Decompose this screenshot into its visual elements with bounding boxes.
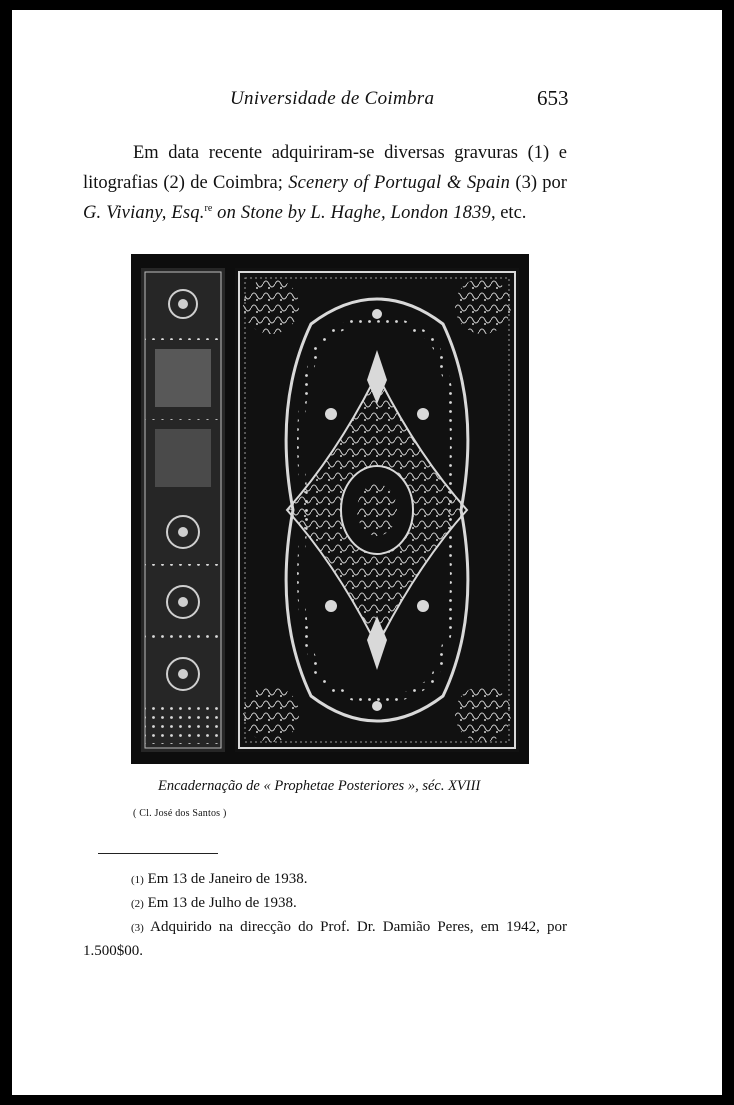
body-text-3: ) de Coimbra; bbox=[178, 173, 289, 193]
bookbinding-photo bbox=[131, 254, 529, 764]
body-text-1: Em data recente adquiriram-se diversas gravuras ( bbox=[133, 143, 534, 163]
footnote-1 bbox=[83, 867, 567, 891]
footnote-text-2: Em 13 de Julho de 1938. bbox=[143, 895, 297, 911]
figure-caption bbox=[158, 778, 480, 795]
footnote-ref-2[interactable]: 2 bbox=[169, 173, 179, 193]
footnote-ref-1[interactable]: 1 bbox=[533, 143, 544, 163]
front-board bbox=[235, 268, 519, 752]
footnotes bbox=[83, 867, 567, 963]
body-text-2: ) e litografias ( bbox=[83, 143, 567, 193]
caption-text-a: Encadernação de « bbox=[158, 778, 275, 794]
footnote-ref-3[interactable]: 3 bbox=[521, 173, 531, 193]
book-title: Scenery of Portugal & Spain bbox=[288, 173, 511, 193]
footnote-text-1: Em 13 de Janeiro de 1938. bbox=[143, 871, 308, 887]
body-paragraph bbox=[83, 138, 567, 228]
footnote-divider bbox=[98, 853, 218, 854]
caption-book-title: Prophetae Posteriores bbox=[274, 778, 405, 794]
photo-credit: ( Cl. José dos Santos ) bbox=[133, 808, 227, 819]
footnote-3 bbox=[83, 915, 567, 963]
body-text-4: ( bbox=[510, 173, 522, 193]
book-author: G. Viviany, Esq. bbox=[83, 203, 205, 223]
body-text-5: ) por bbox=[530, 173, 567, 193]
spine bbox=[141, 268, 225, 752]
page-number: 653 bbox=[537, 86, 569, 110]
page bbox=[12, 10, 722, 1095]
page-header bbox=[12, 88, 722, 118]
footnote-marker-3: (3) bbox=[131, 922, 144, 934]
footnote-2 bbox=[83, 891, 567, 915]
body-text-6: , etc. bbox=[490, 203, 527, 223]
ornamental-binding-illustration bbox=[131, 254, 529, 764]
footnote-marker-1: (1) bbox=[131, 874, 144, 886]
caption-text-b: », séc. XVIII bbox=[404, 778, 481, 794]
footnote-text-3: Adquirido na direcção do Prof. Dr. Damião Peres, em 1942, por 1.500$00. bbox=[83, 919, 567, 959]
lithographer-credit: on Stone by L. Haghe, London 1839 bbox=[212, 203, 491, 223]
author-superscript: re bbox=[204, 203, 213, 214]
running-title: Universidade de Coimbra bbox=[230, 88, 435, 109]
footnote-marker-2: (2) bbox=[131, 898, 144, 910]
